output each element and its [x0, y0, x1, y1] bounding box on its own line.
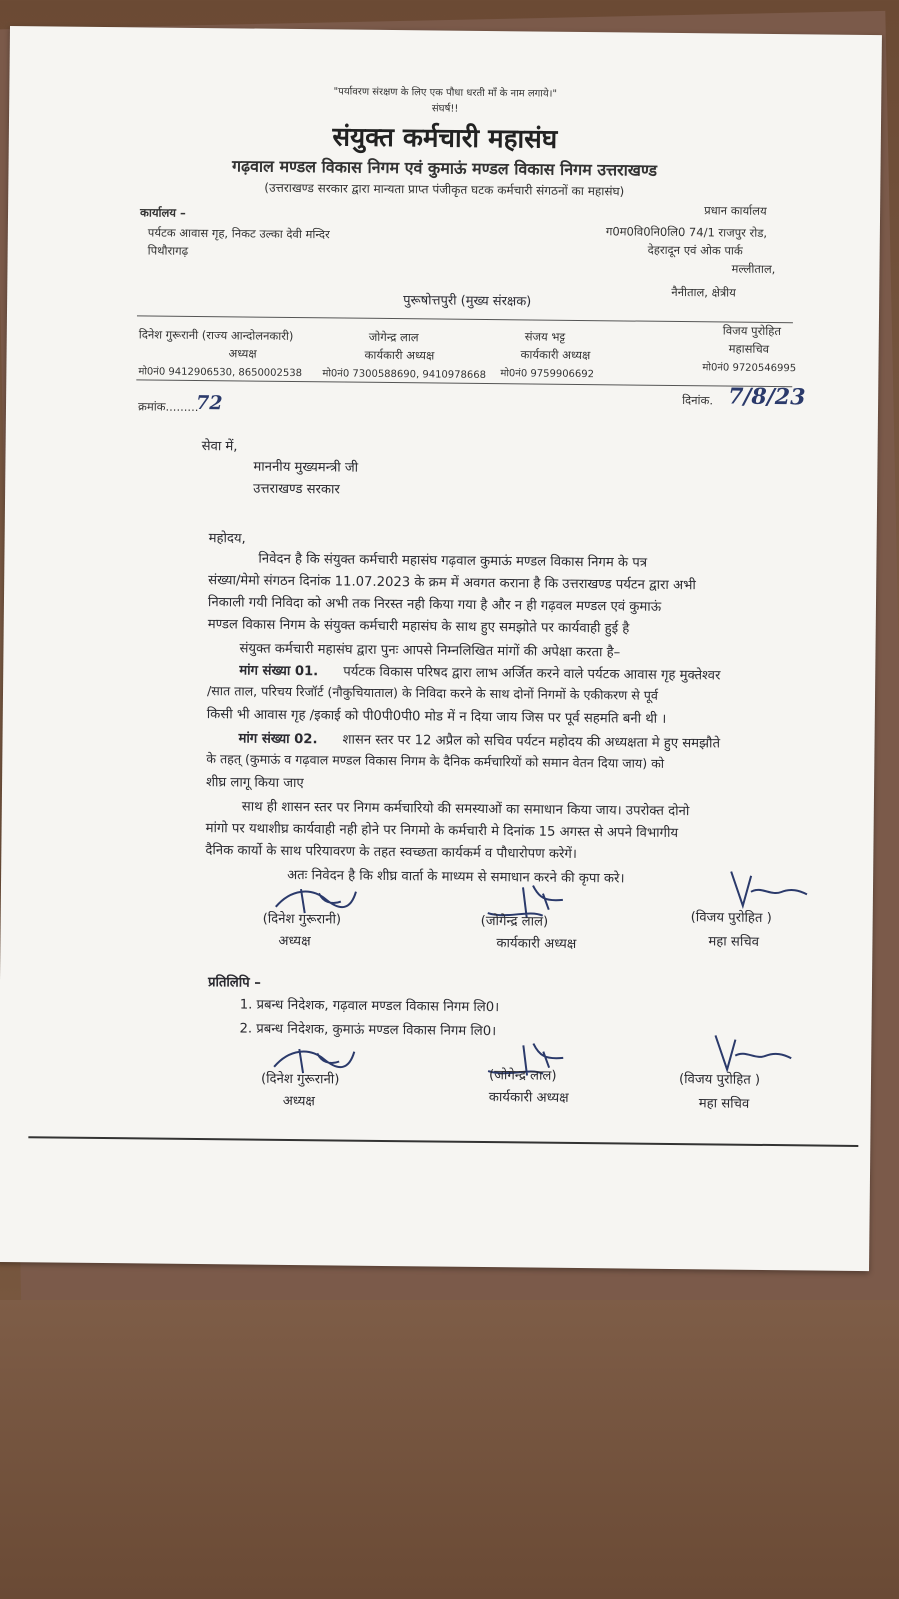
right-office-line-1: ग0म0वि0नि0लि0 74/1 राजपुर रोड,: [605, 224, 768, 240]
demand-2-line-3: शीघ्र लागू किया जाए: [206, 775, 304, 792]
right-office-line-3: मल्लीताल,: [731, 261, 776, 277]
table-surface: [0, 1300, 899, 1599]
demand-1-label: मांग संख्या 01.: [239, 663, 319, 680]
signatory-2-1-name: (दिनेश गुरूरानी): [260, 1071, 340, 1088]
para2: संयुक्त कर्मचारी महासंघ द्वारा पुनः आपसे निम्नलिखित मांगों की अपेक्षा करता है–: [239, 641, 621, 661]
copy-to-label: प्रतिलिपि –: [207, 975, 261, 991]
address-line-3: उत्तराखण्ड सरकार: [253, 481, 340, 498]
letter-page: [0, 26, 882, 1271]
para3-line-3: दैनिक कार्यो के साथ परियावरण के तहत स्वच्छता कार्यकर्म व पौधारोपण करेगें।: [205, 843, 577, 862]
recognition-line: (उत्तराखण्ड सरकार द्वारा मान्यता प्राप्त पंजीकृत घटक कर्मचारी संगठनों का महासंघ): [264, 180, 625, 199]
official-4-role: महासचिव: [728, 341, 770, 356]
right-office-label: प्रधान कार्यालय: [704, 203, 767, 218]
slogan-secondary: संघर्ष!!: [431, 103, 459, 115]
official-2-phone: मो0नं0 7300588690, 9410978668: [322, 368, 487, 382]
demand-1-line-2: /सात ताल, परिचय रिजॉर्ट (नौकुचियाताल) के निविदा करने के साथ दोनों निगमों के एकीकरण से पूर्व: [206, 683, 659, 703]
para1-line-4: मण्डल विकास निगम के संयुक्त कर्मचारी महासंघ के साथ हुए समझोते पर कार्यवाही हुई है: [207, 617, 630, 637]
salutation: महोदय,: [208, 531, 246, 547]
signatory-1-role: अध्यक्ष: [278, 933, 311, 950]
official-1-role: अध्यक्ष: [228, 346, 257, 361]
organization-name: संयुक्त कर्मचारी महासंघ: [332, 122, 558, 155]
para3-line-1: साथ ही शासन स्तर पर निगम कर्मचारियो की समस्याओं का समाधान किया जाय। उपरोक्त दोनो: [241, 799, 690, 820]
left-office-address: पर्यटक आवास गृह, निकट उल्का देवी मन्दिर: [147, 225, 330, 242]
copy-to-item-1: 1. प्रबन्ध निदेशक, गढ़वाल मण्डल विकास निगम लि0।: [239, 997, 500, 1016]
official-2-role: कार्यकारी अध्यक्ष: [364, 347, 435, 363]
official-3-phone: मो0नं0 9759906692: [500, 368, 595, 381]
signatory-2-3-role: महा सचिव: [698, 1096, 750, 1112]
demand-1-line-3: किसी भी आवास गृह /इकाई को पी0पी0पी0 मोड में न दिया जाय जिस पर पूर्व सहमति बनी थी ।: [206, 707, 667, 727]
official-1-name: दिनेश गुरूरानी (राज्य आन्दोलनकारी): [138, 327, 294, 343]
date-label: दिनांक.: [682, 393, 714, 408]
signatory-2-2-role: कार्यकारी अध्यक्ष: [488, 1090, 569, 1106]
signatory-2-name: (जोगेन्द्र लाल): [480, 913, 549, 930]
para1-line-3: निकाली गयी निविदा को अभी तक निरस्त नही किया गया है और न ही गढ़वल मण्डल एवं कुमाऊं: [207, 595, 662, 615]
official-2-name: जोगेन्द्र लाल: [368, 329, 419, 345]
right-office-line-4: नैनीताल, क्षेत्रीय: [671, 284, 736, 300]
para1-line-2: संख्या/मेमो संगठन दिनांक 11.07.2023 के क्रम में अवगत कराना है कि उत्तराखण्ड पर्यटन द्वारा अभी: [208, 573, 696, 594]
para1-line-1: निवेदन है कि संयुक्त कर्मचारी महासंघ गढ़वाल कुमाऊं मण्डल विकास निगम के पत्र: [258, 551, 648, 571]
left-office-city: पिथौरागढ़: [147, 243, 189, 258]
demand-2-label: मांग संख्या 02.: [238, 731, 318, 748]
signatory-2-role: कार्यकारी अध्यक्ष: [496, 936, 577, 952]
copy-to-item-2: 2. प्रबन्ध निदेशक, कुमाऊं मण्डल विकास निगम लि0।: [239, 1021, 497, 1040]
signatory-2-3-name: (विजय पुरोहित ): [678, 1072, 761, 1088]
address-line-2: माननीय मुख्यमन्त्री जी: [253, 459, 359, 476]
demand-2-line-1: शासन स्तर पर 12 अप्रैल को सचिव पर्यटन महोदय की अध्यक्षता मे हुए समझौते: [342, 732, 721, 752]
official-3-role: कार्यकारी अध्यक्ष: [520, 347, 591, 363]
reference-number-label: क्रमांक.........: [137, 399, 199, 414]
slogan: "पर्यावरण संरक्षण के लिए एक पौधा धरती माँ के नाम लगाये।": [333, 86, 558, 100]
demand-1-line-1: पर्यटक विकास परिषद द्वारा लाभ अर्जित करने वाले पर्यटक आवास गृह मुक्तेश्वर: [343, 664, 721, 684]
right-office-line-2: देहरादून एवं ओक पार्क: [647, 242, 743, 258]
reference-number-value: 72: [195, 391, 223, 415]
date-value: 7/8/23: [728, 383, 806, 411]
signatory-3-name: (विजय पुरोहित ): [690, 910, 772, 927]
demand-2-line-2: के तहत् (कुमाऊं व गढ़वाल मण्डल विकास निगम के दैनिक कर्मचारियों को समान वेतन दिया जाय) को: [206, 751, 665, 771]
signatory-2-1-role: अध्यक्ष: [282, 1093, 315, 1110]
para4: अतः निवेदन है कि शीघ्र वार्ता के माध्यम से समाधान करने की कृपा करे।: [287, 867, 625, 887]
address-line-1: सेवा में,: [201, 439, 238, 455]
para3-line-2: मांगो पर यथाशीघ्र कार्यवाही नही होने पर निगमो के कर्मचारी मे दिनांक 15 अगस्त से अपने विभागीय: [205, 821, 679, 842]
official-1-phone: मो0नं0 9412906530, 8650002538: [138, 366, 303, 380]
chief-patron: पुरूषोत्तपुरी (मुख्य संरक्षक): [403, 293, 532, 310]
signatory-1-name: (दिनेश गुरूरानी): [262, 911, 342, 928]
official-3-name: संजय भट्ट: [524, 329, 566, 344]
official-4-name: विजय पुरोहित: [722, 323, 782, 339]
signatory-2-2-name: (जोगेन्द्र लाल): [488, 1068, 557, 1084]
left-office-label: कार्यालय –: [139, 205, 186, 220]
official-4-phone: मो0नं0 9720546995: [702, 362, 797, 375]
signatory-3-role: महा सचिव: [708, 934, 760, 950]
footer-divider: [28, 1136, 858, 1147]
header-divider: [137, 315, 793, 323]
organization-subtitle: गढ़वाल मण्डल विकास निगम एवं कुमाऊं मण्डल विकास निगम उत्तराखण्ड: [231, 156, 658, 180]
